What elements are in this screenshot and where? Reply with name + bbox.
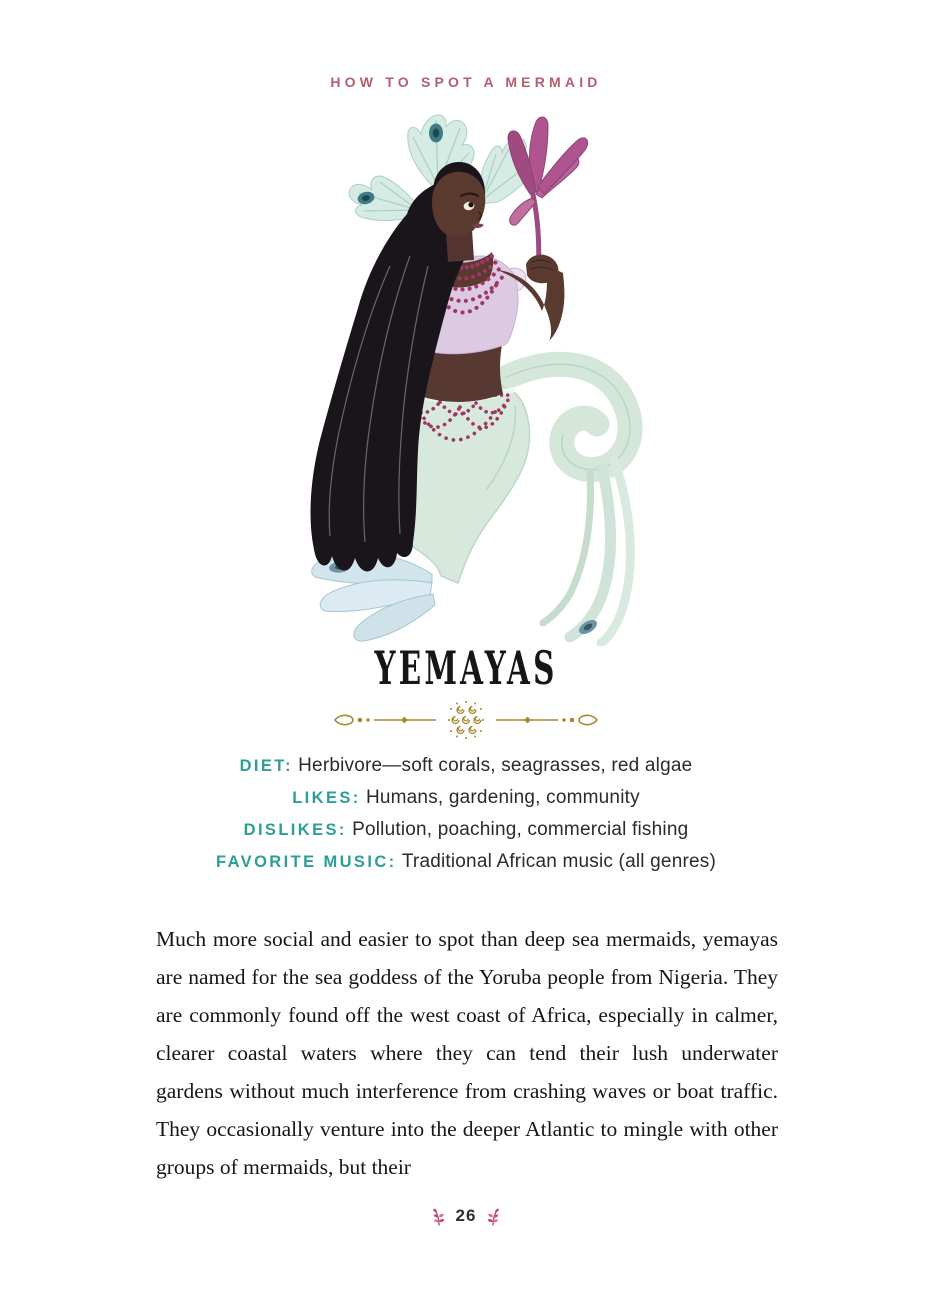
ribbon-fins bbox=[543, 460, 630, 643]
yemaya-mermaid-art bbox=[270, 106, 670, 646]
fact-dislikes bbox=[0, 814, 932, 846]
algae-frond bbox=[508, 117, 588, 278]
fact-value: Traditional African music (all genres) bbox=[401, 851, 716, 872]
page-title: YEMAYAS bbox=[374, 641, 558, 695]
fact-value: Herbivore—soft corals, seagrasses, red algae bbox=[298, 755, 693, 776]
fact-value: Pollution, poaching, commercial fishing bbox=[352, 819, 689, 840]
divider-rosette bbox=[452, 707, 481, 734]
fleuron-right-icon bbox=[486, 1207, 500, 1226]
fact-diet bbox=[0, 750, 932, 782]
fact-value: Humans, gardening, community bbox=[365, 787, 640, 808]
fact-favorite-music bbox=[0, 846, 932, 878]
fact-label: DISLIKES: bbox=[243, 821, 347, 839]
page-footer bbox=[0, 1206, 932, 1226]
body-paragraph: Much more social and easier to spot than deep sea mermaids, yemayas are named for the sea goddess of the Yoruba people from Nigeria. They are commonly found off the west coast of Africa, especially in calmer, clearer coastal waters where they can tend their lush underwater gardens without much interference from crashing waves or boat traffic. They occasionally venture into the deeper Atlantic to mingle with other groups of mermaids, but their bbox=[156, 927, 778, 1179]
fact-label: LIKES: bbox=[292, 789, 361, 807]
mermaid-illustration bbox=[270, 106, 670, 646]
page-number: 26 bbox=[455, 1206, 477, 1225]
fact-likes bbox=[0, 782, 932, 814]
fact-label: DIET: bbox=[239, 757, 293, 775]
fleuron-left-icon bbox=[432, 1207, 446, 1226]
fact-label: FAVORITE MUSIC: bbox=[216, 853, 397, 871]
ornamental-divider-icon bbox=[0, 696, 932, 749]
facts-list bbox=[0, 750, 932, 878]
running-header: HOW TO SPOT A MERMAID bbox=[330, 74, 602, 90]
